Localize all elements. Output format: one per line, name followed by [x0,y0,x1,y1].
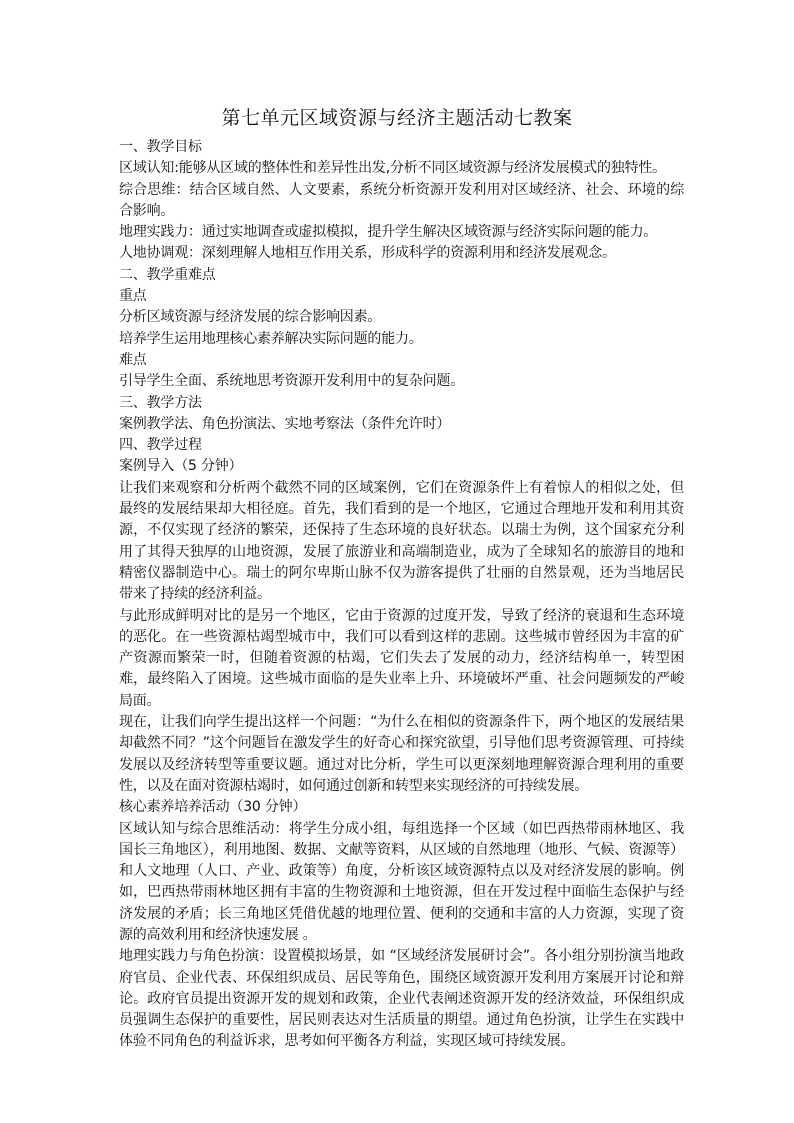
activity-paragraph-2: 地理实践力与角色扮演：设置模拟场景，如 “区域经济发展研讨会”。各小组分别扮演当地政府官员、企业代表、环保组织成员、居民等角色，围绕区域资源开发利用方案展开讨论和辩论。政府官员提出资源开发的规划和政策，企业代表阐述资源开发的经济效益，环保组织成员强调生态保护的重要性，居民则表达对生活质量的期望。通过角色扮演，让学生在实践中体验不同角色的利益诉求，思考如何平衡各方利益，实现区域可持续发展。 [119,948,684,1050]
key-point-1: 分析区域资源与经济发展的综合影响因素。 [119,309,382,326]
subheading-core-literacy-activity: 核心素养培养活动（30 分钟） [119,799,307,816]
difficult-point-1: 引导学生全面、系统地思考资源开发利用中的复杂问题。 [119,373,464,390]
goal-human-land-harmony: 人地协调观：深刻理解人地相互作用关系，形成科学的资源利用和经济发展观念。 [119,245,616,262]
teaching-methods-text: 案例教学法、角色扮演法、实地考察法（条件允许时） [119,415,451,432]
heading-teaching-goals: 一、教学目标 [119,139,202,155]
goal-regional-cognition: 区域认知:能够从区域的整体性和差异性出发,分析不同区域资源与经济发展模式的独特性。 [119,160,666,177]
document-title: 第七单元区域资源与经济主题活动七教案 [221,107,573,129]
heading-key-difficult-points: 二、教学重难点 [119,266,216,283]
document-body [119,137,684,1053]
activity-paragraph-1: 区域认知与综合思维活动：将学生分成小组，每组选择一个区域（如巴西热带雨林地区、我国长三角地区），利用地图、数据、文献等资料，从区域的自然地理（地形、气候、资源等）和人文地理（人口、产业、政策等）角度，分析该区域资源特点以及对经济发展的影响。例如，巴西热带雨林地区拥有丰富的生物资源和土地资源，但在开发过程中面临生态保护与经济发展的矛盾；长三角地区凭借优越的地理位置、便利的交通和丰富的人力资源，实现了资源的高效利用和经济快速发展 。 [119,820,684,943]
goal-geographic-practice: 地理实践力：通过实地调查或虚拟模拟，提升学生解决区域资源与经济实际问题的能力。 [119,224,658,241]
case-intro-paragraph-1: 让我们来观察和分析两个截然不同的区域案例，它们在资源条件上有着惊人的相似之处，但最终的发展结果却大相径庭。首先，我们看到的是一个地区，它通过合理地开发和利用其资源，不仅实现了经济的繁荣，还保持了生态环境的良好状态。以瑞士为例，这个国家充分利用了其得天独厚的山地资源，发展了旅游业和高端制造业，成为了全球知名的旅游目的地和精密仪器制造中心。瑞士的阿尔卑斯山脉不仅为游客提供了壮丽的自然景观，还为当地居民带来了持续的经济利益。 [119,479,684,603]
subheading-case-intro: 案例导入（5 分钟） [119,458,243,475]
heading-teaching-methods: 三、教学方法 [119,394,202,411]
subheading-key-points: 重点 [119,288,147,305]
case-intro-paragraph-2: 与此形成鲜明对比的是另一个地区，它由于资源的过度开发，导致了经济的衰退和生态环境的恶化。在一些资源枯竭型城市中，我们可以看到这样的悲剧。这些城市曾经因为丰富的矿产资源而繁荣一时，但随着资源的枯竭，它们失去了发展的动力，经济结构单一，转型困难，最终陷入了困境。这些城市面临的是失业率上升、环境破坏严重、社会问题频发的严峻局面。 [119,607,684,709]
case-intro-paragraph-3: 现在，让我们向学生提出这样一个问题：“为什么在相似的资源条件下，两个地区的发展结果却截然不同？”这个问题旨在激发学生的好奇心和探究欲望，引导他们思考资源管理、可持续发展以及经济转型等重要议题。通过对比分析，学生可以更深刻地理解资源合理利用的重要性，以及在面对资源枯竭时，如何通过创新和转型来实现经济的可持续发展。 [119,714,684,794]
goal-integrated-thinking: 综合思维：结合区域自然、人文要素，系统分析资源开发利用对区域经济、社会、环境的综合影响。 [119,181,684,219]
subheading-difficult-points: 难点 [119,351,147,368]
heading-teaching-process: 四、教学过程 [119,437,202,454]
key-point-2: 培养学生运用地理核心素养解决实际问题的能力。 [119,330,423,347]
